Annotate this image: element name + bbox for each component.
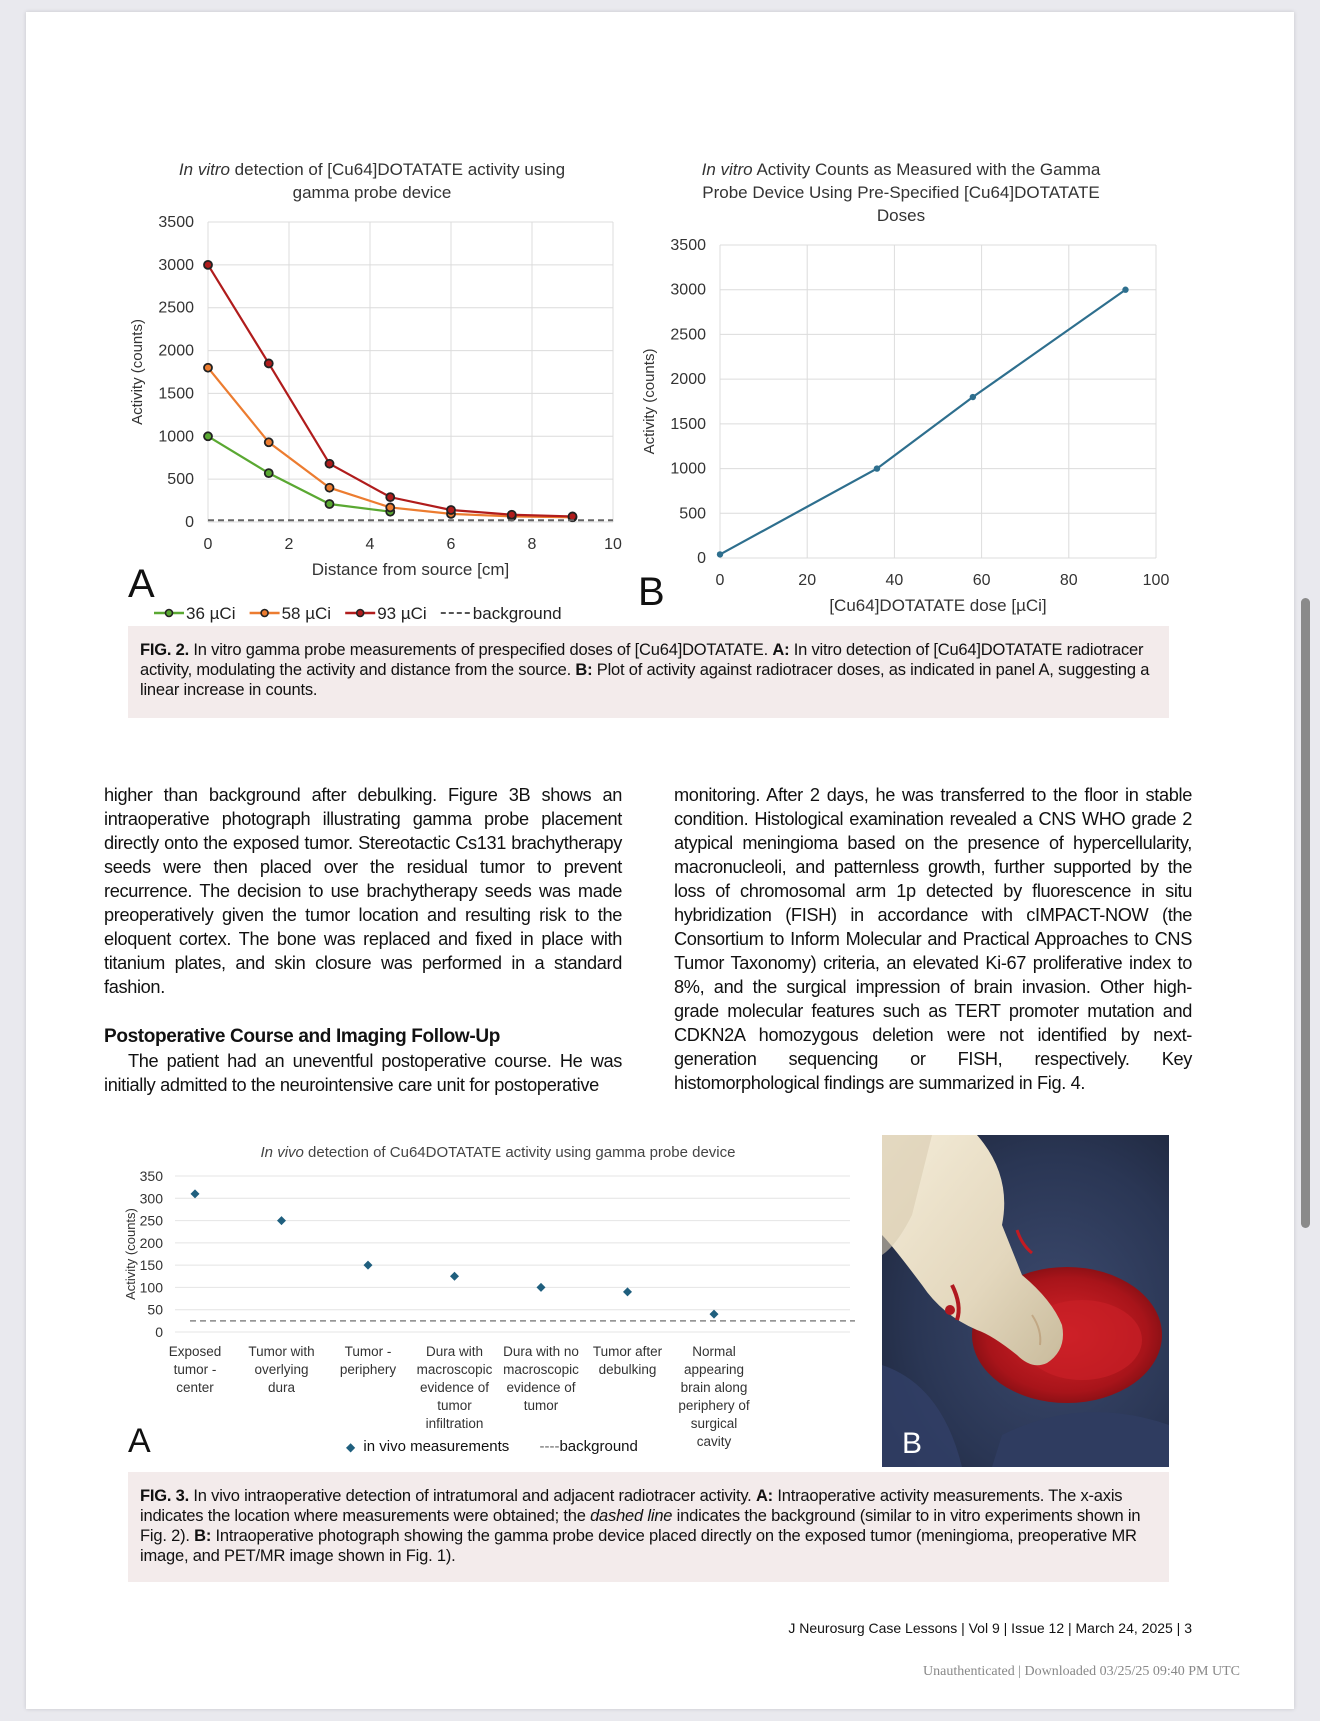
x-tick-label: 40 <box>885 572 904 589</box>
right-column <box>674 783 1192 1095</box>
x-category-label: debulking <box>598 1362 657 1377</box>
data-point <box>710 1310 719 1319</box>
fig3-caption-text4: Intraoperative photograph showing the gamma probe device placed directly on the exposed tumor (meningioma, preoperative MR image, and PET/MR image shown in Fig. 1). <box>140 1527 1137 1565</box>
data-point <box>447 506 455 514</box>
x-category-label: Dura with <box>425 1344 484 1359</box>
y-tick-label: 250 <box>139 1212 163 1229</box>
fig2-caption-text3: Plot of activity against radiotracer doses, as indicated in panel A, suggesting a linear increase in counts. <box>140 661 1150 699</box>
fig2b-chart <box>628 150 1168 620</box>
fig2a-panel-letter: A <box>128 562 155 606</box>
x-tick-label: 10 <box>604 536 622 553</box>
data-point <box>970 394 976 400</box>
fig2b-panel-letter: B <box>638 570 665 614</box>
fig3a-legend-background: background <box>559 1438 638 1455</box>
x-category-label: appearing <box>683 1362 745 1377</box>
data-point <box>450 1272 459 1281</box>
fig2a-legend-swatches <box>152 601 582 623</box>
fig2-caption-text1: In vitro gamma probe measurements of prespecified doses of [Cu64]DOTATATE. <box>189 641 773 659</box>
x-tick-label: 4 <box>365 536 375 553</box>
data-point <box>508 511 516 519</box>
x-category-label: cavity <box>696 1434 732 1449</box>
legend-label: background <box>472 604 562 623</box>
y-axis-label: Activity (counts) <box>641 348 658 455</box>
x-category-label: overlying <box>254 1362 309 1377</box>
fig3-caption-b: B: <box>194 1527 212 1545</box>
journal-footer: J Neurosurg Case Lessons | Vol 9 | Issue 12 | March 24, 2025 | 3 <box>788 1620 1192 1636</box>
fig2-caption-a: A: <box>772 641 790 659</box>
fig3b-intraoperative-photo <box>882 1135 1169 1467</box>
y-tick-label: 50 <box>147 1301 163 1318</box>
fig3-caption-text2: Intraoperative activity measurements. The x-axis indicates the location where measurements were obtained; the <box>140 1487 1123 1525</box>
x-category-label: surgical <box>690 1416 738 1431</box>
dashed-line-icon: ---- <box>539 1438 560 1455</box>
fig3-caption-text3: indicates the background (similar to in vitro experiments shown in Fig. 2). <box>140 1507 1141 1545</box>
data-point <box>204 261 212 269</box>
fig2b-title-line3: Doses <box>876 206 926 225</box>
x-category-label: evidence of <box>419 1380 490 1395</box>
data-point <box>204 432 212 440</box>
x-category-label: periphery <box>339 1362 397 1377</box>
x-tick-label: 6 <box>446 536 456 553</box>
x-tick-label: 80 <box>1059 572 1078 589</box>
y-tick-label: 0 <box>155 1324 163 1340</box>
data-point <box>874 465 880 471</box>
y-tick-label: 150 <box>139 1257 163 1274</box>
fig3-caption-a: A: <box>755 1487 773 1505</box>
x-category-label: dura <box>267 1380 296 1395</box>
x-category-label: tumor <box>437 1398 472 1413</box>
left-column <box>104 783 622 1097</box>
data-point <box>277 1216 286 1225</box>
fig2-caption <box>128 626 1169 718</box>
data-point <box>1122 287 1128 293</box>
diamond-icon: ◆ <box>346 1440 356 1454</box>
fig3-caption <box>128 1472 1169 1582</box>
y-tick-label: 3500 <box>670 237 706 254</box>
y-tick-label: 2500 <box>158 299 194 317</box>
x-category-label: Exposed <box>168 1344 222 1359</box>
x-category-label: macroscopic <box>416 1362 493 1377</box>
x-category-label: Tumor after <box>592 1344 663 1359</box>
legend-label: 36 µCi <box>186 604 236 623</box>
x-axis-label: Distance from source [cm] <box>311 560 510 579</box>
y-tick-label: 500 <box>679 505 706 523</box>
legend-marker <box>166 610 173 617</box>
x-tick-label: 100 <box>1142 572 1170 589</box>
x-category-label: Dura with no <box>503 1344 579 1359</box>
series-line <box>720 290 1125 555</box>
x-category-label: tumor <box>523 1398 559 1413</box>
data-point <box>326 460 334 468</box>
y-tick-label: 350 <box>139 1168 163 1184</box>
x-tick-label: 20 <box>798 572 817 589</box>
legend-marker <box>261 610 268 617</box>
fig2a-title-line2: gamma probe device <box>292 183 452 202</box>
section-heading: Postoperative Course and Imaging Follow-Up <box>104 1026 500 1047</box>
fig2-caption-b: B: <box>575 661 593 679</box>
y-tick-label: 1500 <box>158 385 194 403</box>
y-tick-label: 2000 <box>670 371 706 389</box>
fig3a-title: In vivo detection of Cu64DOTATATE activity using gamma probe device <box>260 1144 736 1161</box>
fig3a-legend-measurements: in vivo measurements <box>363 1438 510 1455</box>
fig2a-chart <box>115 150 635 630</box>
data-point <box>265 469 273 477</box>
y-tick-label: 0 <box>697 550 706 567</box>
y-axis-label: Activity (counts) <box>129 319 146 425</box>
data-point <box>537 1283 546 1292</box>
x-category-label: periphery of <box>678 1398 750 1413</box>
x-category-label: brain along <box>680 1380 748 1395</box>
legend-marker <box>357 610 364 617</box>
data-point <box>623 1287 632 1296</box>
y-tick-label: 100 <box>139 1279 163 1296</box>
fig2b-title-line1: In vitro Activity Counts as Measured with the Gamma <box>701 160 1101 179</box>
y-tick-label: 300 <box>139 1190 163 1207</box>
y-tick-label: 200 <box>139 1234 163 1251</box>
x-category-label: evidence of <box>506 1380 576 1395</box>
y-tick-label: 3000 <box>158 256 194 274</box>
series-line <box>208 436 390 511</box>
fig3b-panel-letter: B <box>902 1427 923 1460</box>
y-tick-label: 1000 <box>158 428 194 446</box>
y-axis-label: Activity (counts) <box>123 1208 138 1300</box>
y-tick-label: 1500 <box>670 415 706 433</box>
fig3-caption-label: FIG. 3. <box>140 1487 190 1505</box>
data-point <box>204 364 212 372</box>
data-point <box>265 359 273 367</box>
fig2-caption-text2: In vitro detection of [Cu64]DOTATATE radiotracer activity, modulating the activity and distance from the source. <box>140 641 1144 679</box>
y-tick-label: 1000 <box>670 460 706 478</box>
data-point <box>569 512 577 520</box>
x-category-label: Tumor - <box>344 1344 392 1359</box>
fig3-caption-dashed: dashed line <box>590 1507 673 1525</box>
x-category-label: tumor - <box>173 1362 217 1377</box>
surgical-scene-image <box>882 1135 1169 1467</box>
legend-label: 93 µCi <box>377 604 427 623</box>
fig3-caption-text1: In vivo intraoperative detection of intratumoral and adjacent radiotracer activity. <box>189 1487 756 1505</box>
left-paragraph-2: The patient had an uneventful postoperative course. He was initially admitted to the neurointensive care unit for postoperative <box>104 1051 622 1095</box>
data-point <box>386 503 394 511</box>
data-point <box>326 500 334 508</box>
data-point <box>326 484 334 492</box>
data-point <box>717 551 723 557</box>
x-category-label: Tumor with <box>248 1344 315 1359</box>
y-tick-label: 500 <box>167 471 194 489</box>
fig3a-panel-letter: A <box>128 1422 151 1460</box>
x-category-label: center <box>176 1380 214 1395</box>
fig3a-legend <box>346 1438 638 1455</box>
data-point <box>265 438 273 446</box>
fig2a-title-line1: In vitro detection of [Cu64]DOTATATE activity using <box>178 160 566 179</box>
y-tick-label: 2000 <box>158 342 194 360</box>
data-point <box>191 1189 200 1198</box>
x-tick-label: 0 <box>715 572 725 589</box>
x-category-label: macroscopic <box>503 1362 579 1377</box>
y-tick-label: 2500 <box>670 326 706 344</box>
x-category-label: Normal <box>692 1344 736 1359</box>
data-point <box>386 493 394 501</box>
x-axis-label: [Cu64]DOTATATE dose [µCi] <box>829 596 1047 615</box>
scrollbar[interactable] <box>1301 598 1310 1228</box>
x-tick-label: 2 <box>284 536 294 553</box>
fig2b-title-line2: Probe Device Using Pre-Specified [Cu64]DOTATATE <box>702 183 1100 202</box>
legend-label: 58 µCi <box>281 604 332 623</box>
download-stamp: Unauthenticated | Downloaded 03/25/25 09:40 PM UTC <box>923 1664 1240 1679</box>
y-tick-label: 0 <box>185 514 194 531</box>
x-tick-label: 0 <box>203 536 213 553</box>
data-point <box>364 1261 373 1270</box>
left-paragraph-1: higher than background after debulking. Figure 3B shows an intraoperative photograph illustrating gamma probe placement directly onto the exposed tumor. Stereotactic Cs131 brachytherapy seeds were then placed over the residual tumor to prevent recurrence. The decision to use brachytherapy seeds was made preoperatively given the tumor location and resulting risk to the eloquent cortex. The bone was replaced and fixed in place with titanium plates, and skin closure was performed in a standard fashion. <box>104 785 622 997</box>
y-tick-label: 3000 <box>670 281 706 299</box>
fig2a-legend <box>152 601 582 628</box>
x-tick-label: 8 <box>527 536 537 553</box>
fig2-caption-label: FIG. 2. <box>140 641 190 659</box>
x-category-label: infiltration <box>425 1416 484 1431</box>
x-tick-label: 60 <box>972 572 991 589</box>
y-tick-label: 3500 <box>158 214 194 231</box>
right-paragraph-1: monitoring. After 2 days, he was transferred to the floor in stable condition. Histological examination revealed a CNS WHO grade 2 atypical meningioma based on the presence of hypercellularity, macronucleoli, and patternless growth, further supported by the loss of chromosomal arm 1p detected by fluorescence in situ hybridization (FISH) in accordance with cIMPACT-NOW (the Consortium to Inform Molecular and Practical Approaches to CNS Tumor Taxonomy) criteria, an elevated Ki-67 proliferative index to 8%, and the surgical impression of brain invasion. Other high-grade molecular features such as TERT promoter mutation and CDKN2A homozygous deletion were not identified by next-generation sequencing or FISH, respectively. Key histomorphological findings are summarized in Fig. 4. <box>674 785 1192 1093</box>
